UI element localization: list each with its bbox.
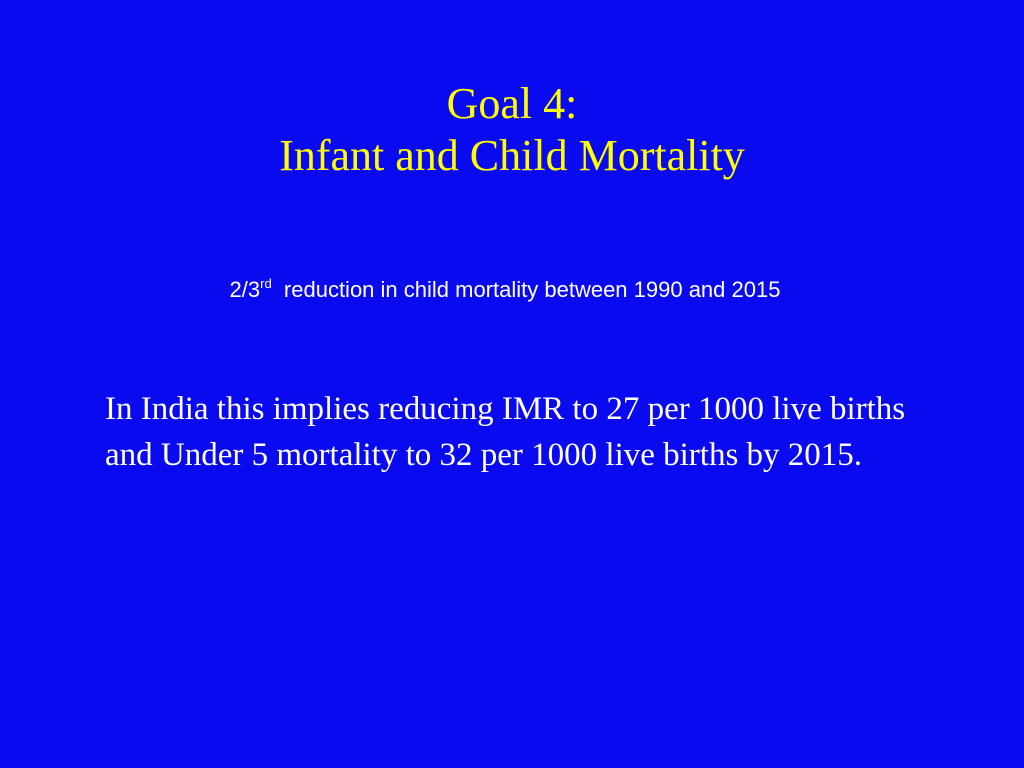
slide-subtitle	[0, 273, 1010, 307]
title-line-1: Goal 4:	[446, 79, 578, 128]
subtitle-fraction: 2/3	[229, 277, 261, 302]
slide-body-text: In India this implies reducing IMR to 27 per 1000 live births and Under 5 mortality to 32 per 1000 live births by 2015.	[105, 391, 906, 473]
title-line-2: Infant and Child Mortality	[279, 131, 745, 180]
subtitle-superscript: rd	[260, 276, 272, 291]
subtitle-text: reduction in child mortality between 1990 and 2015	[271, 277, 781, 302]
slide-title	[0, 78, 1024, 182]
